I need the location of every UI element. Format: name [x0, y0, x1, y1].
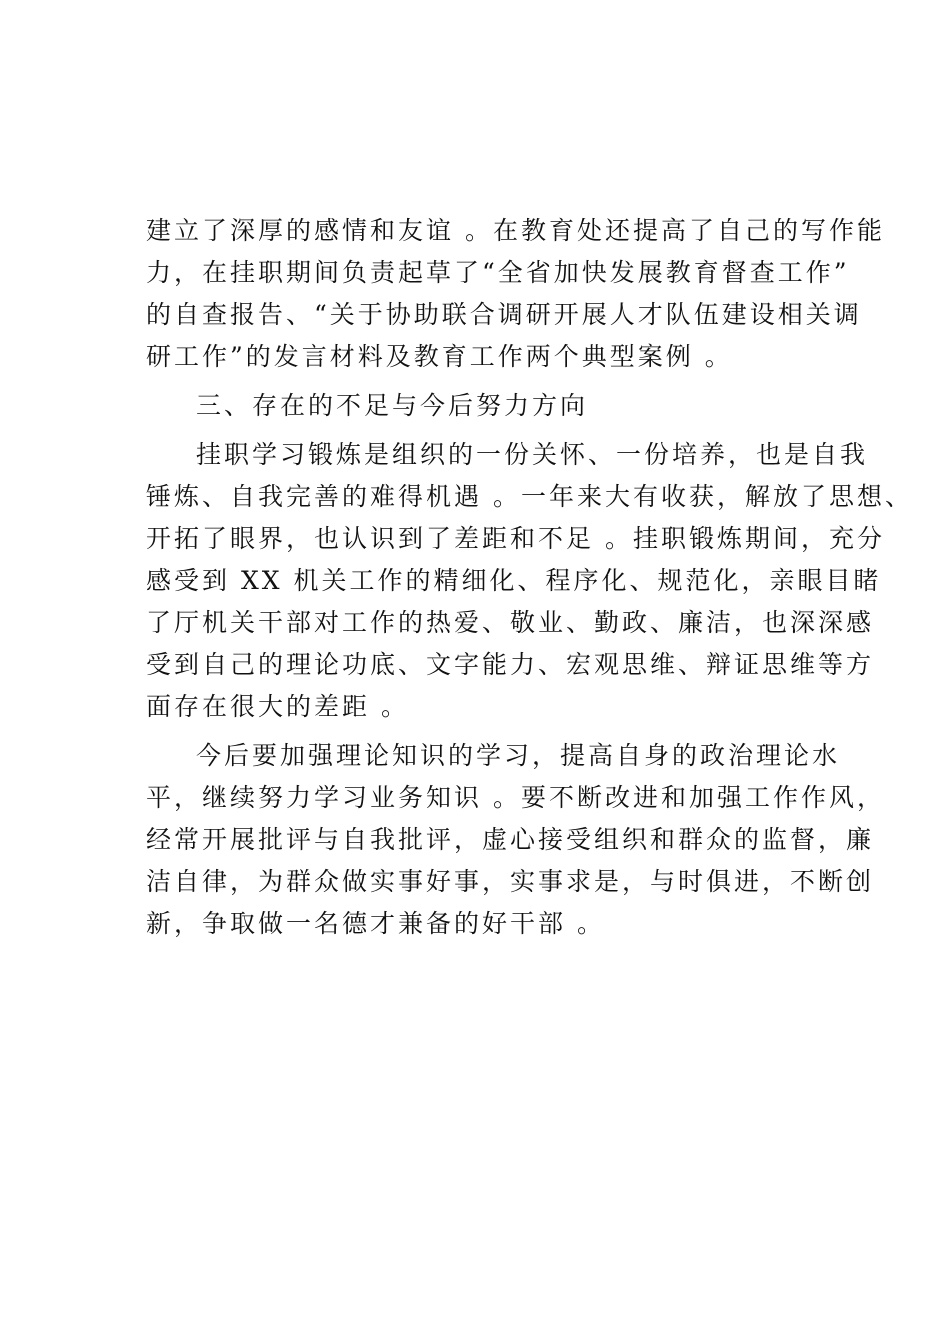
paragraph-line: 开拓了眼界，也认识到了差距和不足 。挂职锻炼期间，充分: [146, 524, 885, 553]
paragraph-line: 力，在挂职期间负责起草了“全省加快发展教育督查工作”: [146, 258, 850, 287]
paragraph-line: 挂职学习锻炼是组织的一份关怀、一份培养，也是自我: [196, 440, 869, 469]
paragraph-line: 感受到 XX 机关工作的精细化、程序化、规范化，亲眼目睹: [146, 566, 882, 595]
paragraph-line: 洁自律，为群众做实事好事，实事求是，与时俱进，不断创: [146, 867, 875, 896]
paragraph-line: 了厅机关干部对工作的热爱、敬业、勤政、廉洁，也深深感: [146, 608, 875, 637]
section-heading: 三、存在的不足与今后努力方向: [196, 391, 589, 420]
paragraph-line: 建立了深厚的感情和友谊 。在教育处还提高了自己的写作能: [146, 216, 885, 245]
paragraph-line: 新，争取做一名德才兼备的好干部 。: [146, 909, 605, 938]
paragraph-line: 面存在很大的差距 。: [146, 692, 409, 721]
document-body: [146, 210, 913, 945]
paragraph-line: 受到自己的理论功底、文字能力、宏观思维、辩证思维等方: [146, 650, 875, 679]
paragraph-line: 今后要加强理论知识的学习，提高自身的政治理论水: [196, 741, 841, 770]
paragraph-line: 平，继续努力学习业务知识 。要不断改进和加强工作作风，: [146, 783, 885, 812]
paragraph-line: 经常开展批评与自我批评，虚心接受组织和群众的监督，廉: [146, 825, 875, 854]
paragraph-line: 的自查报告、“关于协助联合调研开展人才队伍建设相关调: [146, 300, 862, 329]
paragraph-line: 锤炼、自我完善的难得机遇 。一年来大有收获，解放了思想、: [146, 482, 913, 511]
paragraph-line: 研工作”的发言材料及教育工作两个典型案例 。: [146, 342, 733, 371]
